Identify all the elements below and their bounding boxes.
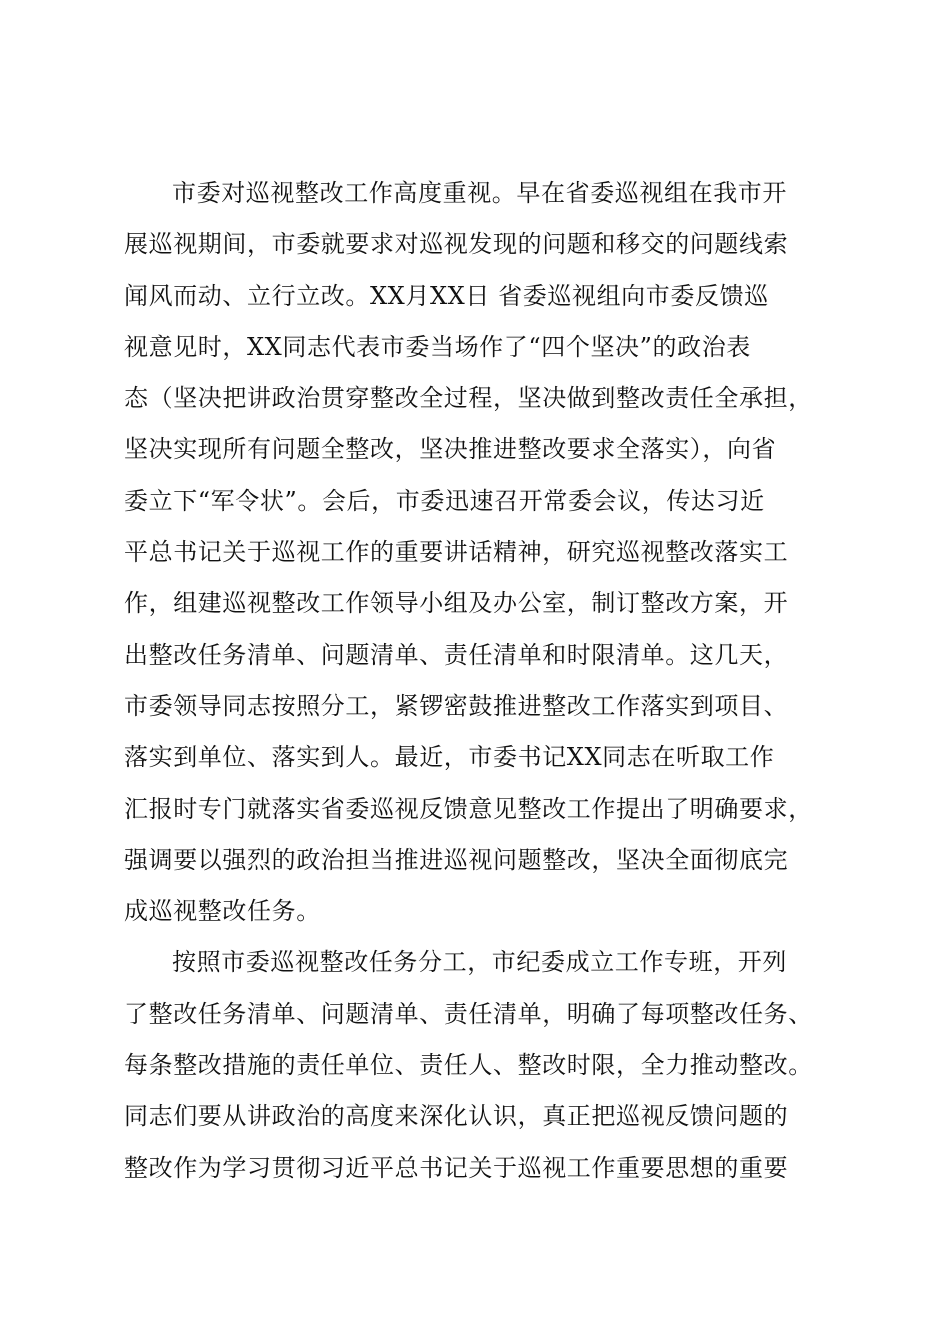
paragraph-1-line-13: 汇报时专门就落实省委巡视反馈意见整改工作提出了明确要求， [124,794,813,823]
paragraph-1-line-11: 市委领导同志按照分工，紧锣密鼓推进整改工作落实到项目、 [124,691,789,720]
paragraph-1-line-7: 委立下“军令状”。会后，市委迅速召开常委会议，传达习近 [124,486,765,515]
paragraph-1-line-10: 出整改任务清单、问题清单、责任清单和时限清单。这几天， [124,640,789,669]
paragraph-1-line-15: 成巡视整改任务。 [124,897,321,926]
paragraph-1-line-4: 视意见时，XX同志代表市委当场作了“四个坚决”的政治表 [124,332,751,361]
paragraph-1-line-2: 展巡视期间，市委就要求对巡视发现的问题和移交的问题线索 [124,230,789,259]
paragraph-2-line-3: 每条整改措施的责任单位、责任人、整改时限，全力推动整改。 [124,1051,813,1080]
paragraph-1-line-8: 平总书记关于巡视工作的重要讲话精神，研究巡视整改落实工 [124,538,789,567]
paragraph-2-line-5: 整改作为学习贯彻习近平总书记关于巡视工作重要思想的重要 [124,1153,789,1182]
paragraph-1-line-12: 落实到单位、落实到人。最近，市委书记XX同志在听取工作 [124,743,775,772]
paragraph-1-line-3: 闻风而动、立行立改。XX月XX日 省委巡视组向市委反馈巡 [124,281,769,310]
paragraph-2-line-2: 了整改任务清单、问题清单、责任清单，明确了每项整改任务、 [124,999,813,1028]
paragraph-2-line-4: 同志们要从讲政治的高度来深化认识，真正把巡视反馈问题的 [124,1102,789,1131]
paragraph-2-line-1: 按照市委巡视整改任务分工，市纪委成立工作专班，开列 [172,948,787,977]
paragraph-1-line-1: 市委对巡视整改工作高度重视。早在省委巡视组在我市开 [172,179,787,207]
paragraph-1-line-9: 作，组建巡视整改工作领导小组及办公室，制订整改方案，开 [124,589,789,618]
paragraph-1-line-5: 态（坚决把讲政治贯穿整改全过程，坚决做到整改责任全承担， [124,384,813,413]
document-body [124,168,844,1194]
paragraph-1-line-14: 强调要以强烈的政治担当推进巡视问题整改，坚决全面彻底完 [124,845,789,874]
paragraph-1-line-6: 坚决实现所有问题全整改，坚决推进整改要求全落实），向省 [124,435,777,464]
